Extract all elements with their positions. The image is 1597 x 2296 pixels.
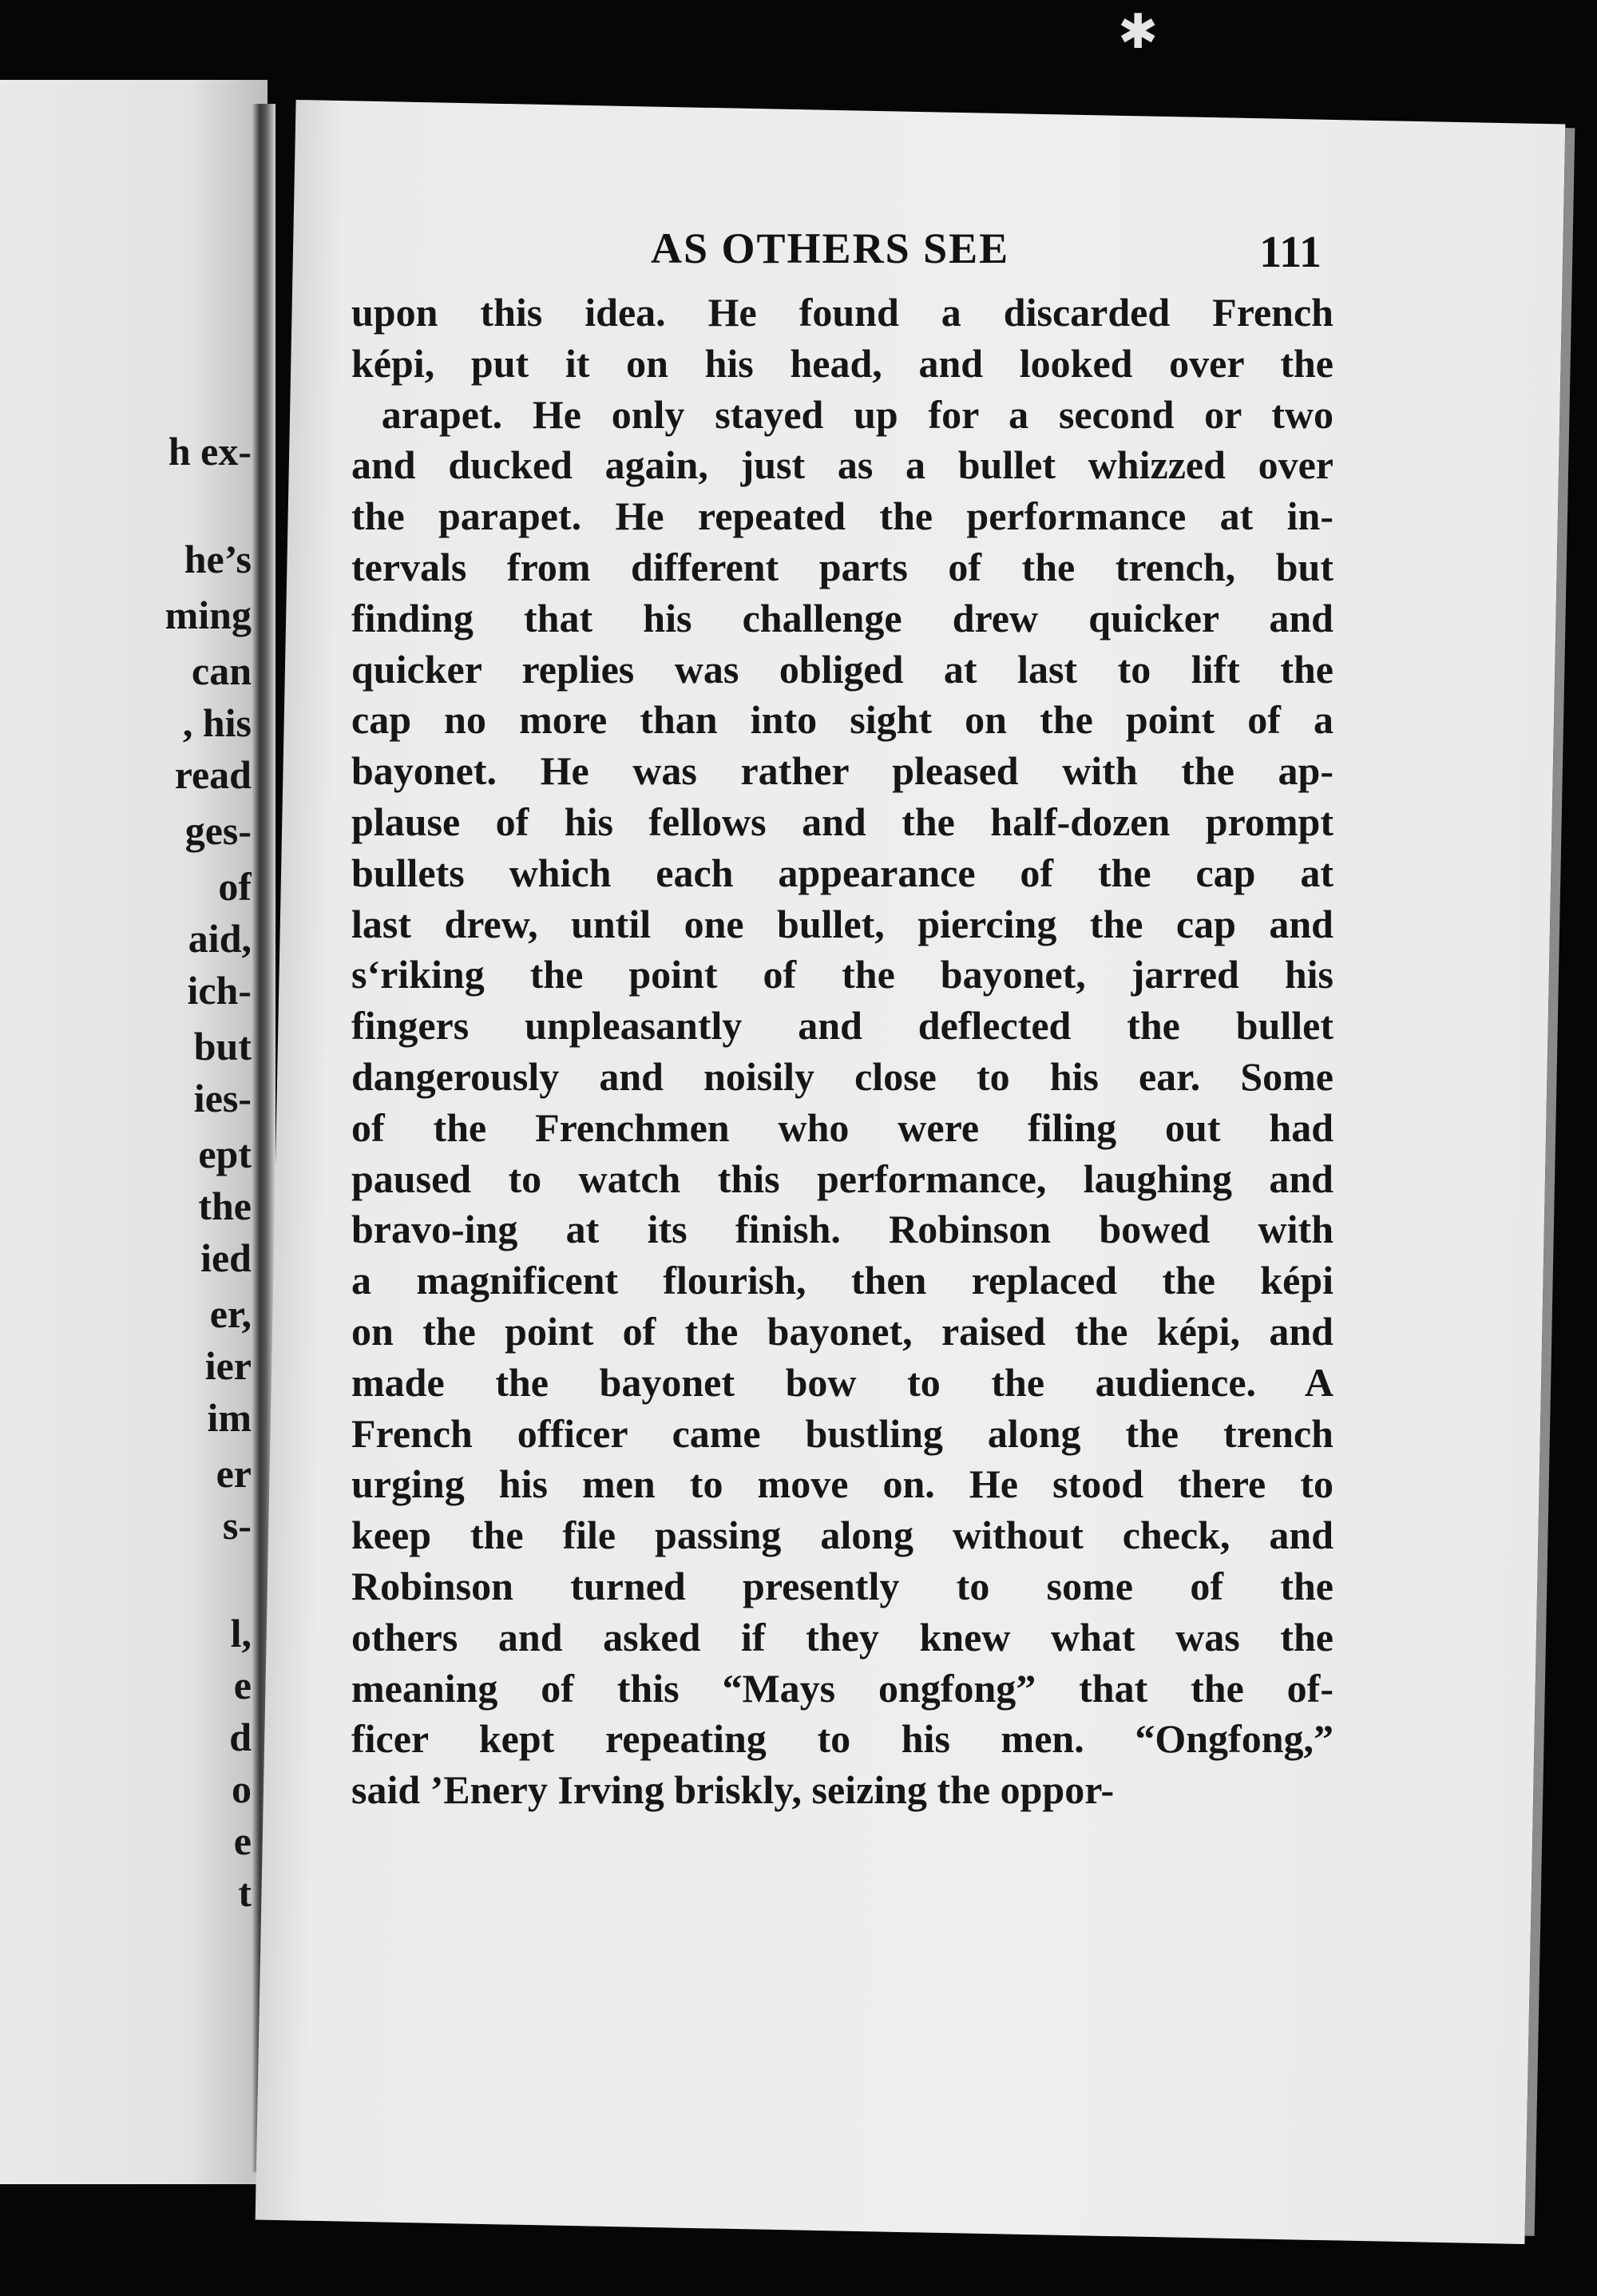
previous-page-fragment: ming	[164, 593, 252, 637]
text-line: bayonet. He was rather pleased with the ap-	[351, 748, 1333, 794]
text-line: finding that his challenge drew quicker and	[351, 595, 1333, 640]
previous-page-fragment: read	[174, 752, 252, 797]
previous-page-fragment: can	[192, 648, 252, 693]
text-line: bullets which each appearance of the cap at	[351, 850, 1333, 895]
previous-page-edge	[0, 80, 267, 2184]
previous-page-fragment: d	[229, 1715, 252, 1759]
previous-page-fragment: t	[238, 1870, 252, 1915]
running-head	[379, 216, 1322, 287]
previous-page-fragment: l,	[230, 1611, 252, 1656]
text-line: tervals from different parts of the trench, but	[351, 544, 1333, 589]
text-line: fingers unpleasantly and deflected the bullet	[351, 1003, 1333, 1049]
previous-page-fragment: h ex-	[168, 429, 252, 474]
running-title: AS OTHERS SEE	[651, 224, 1010, 272]
previous-page-fragment: er	[216, 1451, 252, 1496]
text-line: urging his men to move on. He stood there to	[351, 1461, 1333, 1507]
previous-page-fragment: er,	[209, 1291, 252, 1336]
previous-page-fragment: ied	[200, 1235, 252, 1280]
previous-page-fragment: im	[207, 1395, 252, 1440]
previous-page-fragment: , his	[182, 700, 252, 745]
text-line: cap no more than into sight on the point of a	[351, 697, 1333, 743]
text-line: last drew, until one bullet, piercing the cap and	[351, 901, 1333, 946]
text-line: said ’Enery Irving briskly, seizing the oppor-	[351, 1767, 1115, 1813]
previous-page-fragment: ept	[198, 1132, 252, 1176]
text-line: made the bayonet bow to the audience. A	[351, 1359, 1333, 1405]
text-line: of the Frenchmen who were filing out had	[351, 1104, 1333, 1150]
text-line: a magnificent flourish, then replaced the képi	[351, 1258, 1333, 1303]
text-line: keep the file passing along without check, and	[351, 1513, 1333, 1558]
previous-page-fragment: o	[232, 1767, 252, 1811]
text-line: quicker replies was obliged at last to lift the	[351, 646, 1333, 692]
previous-page-fragment: ier	[204, 1343, 252, 1388]
scan-speck: ✱	[1118, 4, 1159, 60]
previous-page-fragment: ies-	[193, 1076, 252, 1120]
text-line: Robinson turned presently to some of the	[351, 1563, 1333, 1608]
previous-page-fragment: but	[193, 1024, 252, 1069]
text-line: on the point of the bayonet, raised the képi, and	[351, 1308, 1333, 1354]
text-line: bravo-ing at its finish. Robinson bowed with	[351, 1207, 1333, 1252]
body-text	[351, 287, 1333, 1816]
text-line: ficer kept repeating to his men. “Ongfong,”	[351, 1716, 1333, 1762]
previous-page-fragment: ges-	[184, 808, 252, 853]
text-line: dangerously and noisily close to his ear. Some	[351, 1053, 1333, 1099]
previous-page-fragment: s-	[222, 1503, 252, 1548]
page-number: 111	[1259, 228, 1322, 277]
text-line: s‘riking the point of the bayonet, jarred his	[351, 952, 1333, 997]
previous-page-fragment: e	[233, 1663, 252, 1707]
previous-page-fragment: of	[218, 864, 252, 909]
text-line: upon this idea. He found a discarded French	[351, 290, 1333, 335]
previous-page-fragment: the	[198, 1184, 252, 1228]
text-line: and ducked again, just as a bullet whizzed over	[351, 442, 1333, 488]
text-line: the parapet. He repeated the performance at in-	[351, 494, 1333, 539]
text-line: paused to watch this performance, laughing and	[351, 1156, 1333, 1201]
text-line: others and asked if they knew what was the	[351, 1614, 1333, 1660]
previous-page-fragment: aid,	[188, 916, 252, 961]
text-line: arapet. He only stayed up for a second or two	[351, 391, 1333, 437]
previous-page-fragment: e	[233, 1818, 252, 1863]
text-line: plause of his fellows and the half-dozen prompt	[351, 799, 1333, 844]
previous-page-fragment: ich-	[187, 968, 252, 1013]
previous-page-fragment: he’s	[184, 537, 252, 581]
text-line: French officer came bustling along the trench	[351, 1410, 1333, 1456]
text-line: meaning of this “Mays ongfong” that the of-	[351, 1665, 1333, 1711]
text-line: képi, put it on his head, and looked over the	[351, 340, 1333, 386]
